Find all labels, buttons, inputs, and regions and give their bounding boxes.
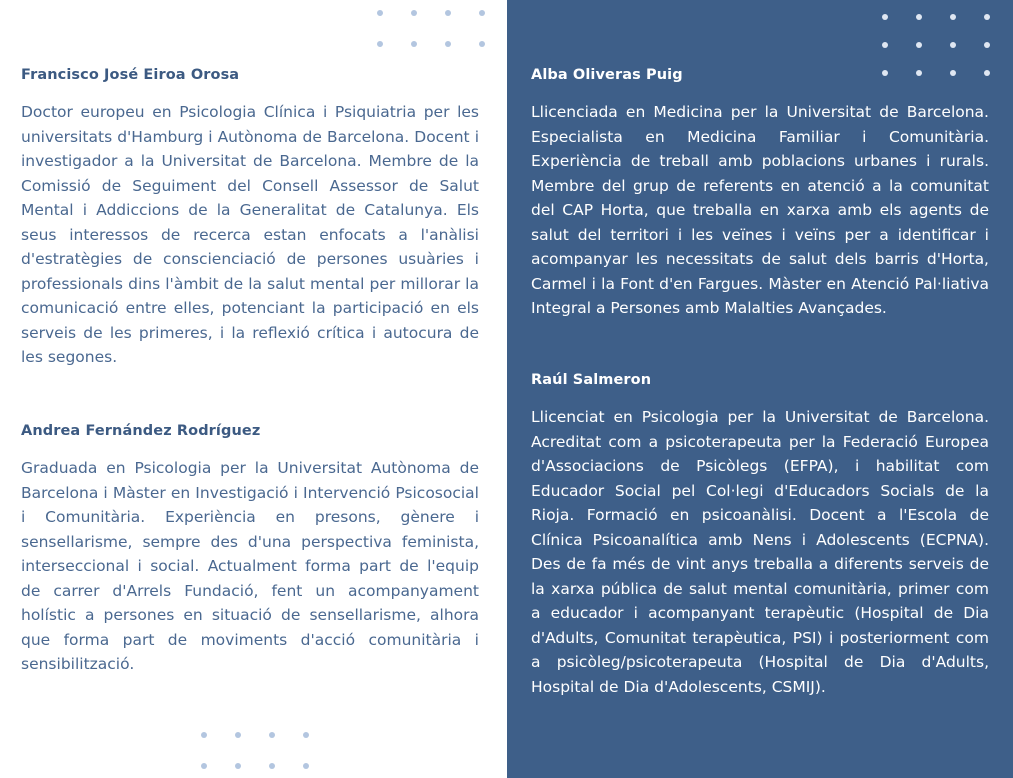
- bio-name: Alba Oliveras Puig: [531, 67, 683, 83]
- decorative-dot-grid: [201, 732, 309, 769]
- bio-section: [21, 66, 479, 370]
- bio-text: Llicenciada en Medicina per la Universitat de Barcelona. Especialista en Medicina Familiar i Comunitària. Experiència de treball amb poblacions urbanes i rurals. Membre del grup de referents en atenció a la comunitat del CAP Horta, que treballa en xarxa amb els agents de salut del territori i les veïnes i veïns per a identificar i acompanyar les necessitats de salut dels barris d'Horta, Carmel i la Font d'en Fargues. Màster en Atenció Pal·liativa Integral a Persones amb Malalties Avançades.: [531, 103, 989, 317]
- bio-name: Andrea Fernández Rodríguez: [21, 423, 261, 439]
- bio-text: Graduada en Psicologia per la Universitat Autònoma de Barcelona i Màster en Investigació i Intervenció Psicosocial i Comunitària. Experiència en presons, gènere i sensellarisme, sempre des d'una perspectiva feminista, interseccional i social. Actualment forma part de l'equip de carrer d'Arrels Fundació, fent un acompanyament holístic a persones en situació de sensellarisme, alhora que forma part de moviments d'acció comunitària i sensibilització.: [21, 459, 479, 673]
- bio-text: Doctor europeu en Psicologia Clínica i Psiquiatria per les universitats d'Hamburg i Autònoma de Barcelona. Docent i investigador a la Universitat de Barcelona. Membre de la Comissió de Seguiment del Consell Assessor de Salut Mental i Addiccions de la Generalitat de Catalunya. Els seus interessos de recerca estan enfocats a l'anàlisi d'estratègies de conscienciació de persones usuàries i professionals dins l'àmbit de la salut mental per millorar la comunicació entre elles, potenciant la participació en els serveis de les primeres, i la reflexió crítica i autocura de les segones.: [21, 103, 479, 366]
- bio-name: Francisco José Eiroa Orosa: [21, 67, 240, 83]
- bio-section: [531, 66, 989, 321]
- bio-section: [531, 371, 989, 699]
- bio-name: Raúl Salmeron: [531, 372, 652, 388]
- decorative-dot-grid: [377, 10, 485, 47]
- right-panel: [507, 0, 1013, 778]
- bio-section: [21, 422, 479, 677]
- bio-text: Llicenciat en Psicologia per la Universitat de Barcelona. Acreditat com a psicoterapeuta per la Federació Europea d'Associacions de Psicòlegs (EFPA), i habilitat com Educador Social pel Col·legi d'Educadors Socials de la Rioja. Formació en psicoanàlisi. Docent a l'Escola de Clínica Psicoanalítica amb Nens i Adolescents (ECPNA). Des de fa més de vint anys treballa a diferents serveis de la xarxa pública de salut mental comunitària, primer com a educador i acompanyant terapèutic (Hospital de Dia d'Adults, Comunitat terapèutica, PSI) i posteriorment com a psicòleg/psicoterapeuta (Hospital de Dia d'Adults, Hospital de Dia d'Adolescents, CSMIJ).: [531, 408, 989, 696]
